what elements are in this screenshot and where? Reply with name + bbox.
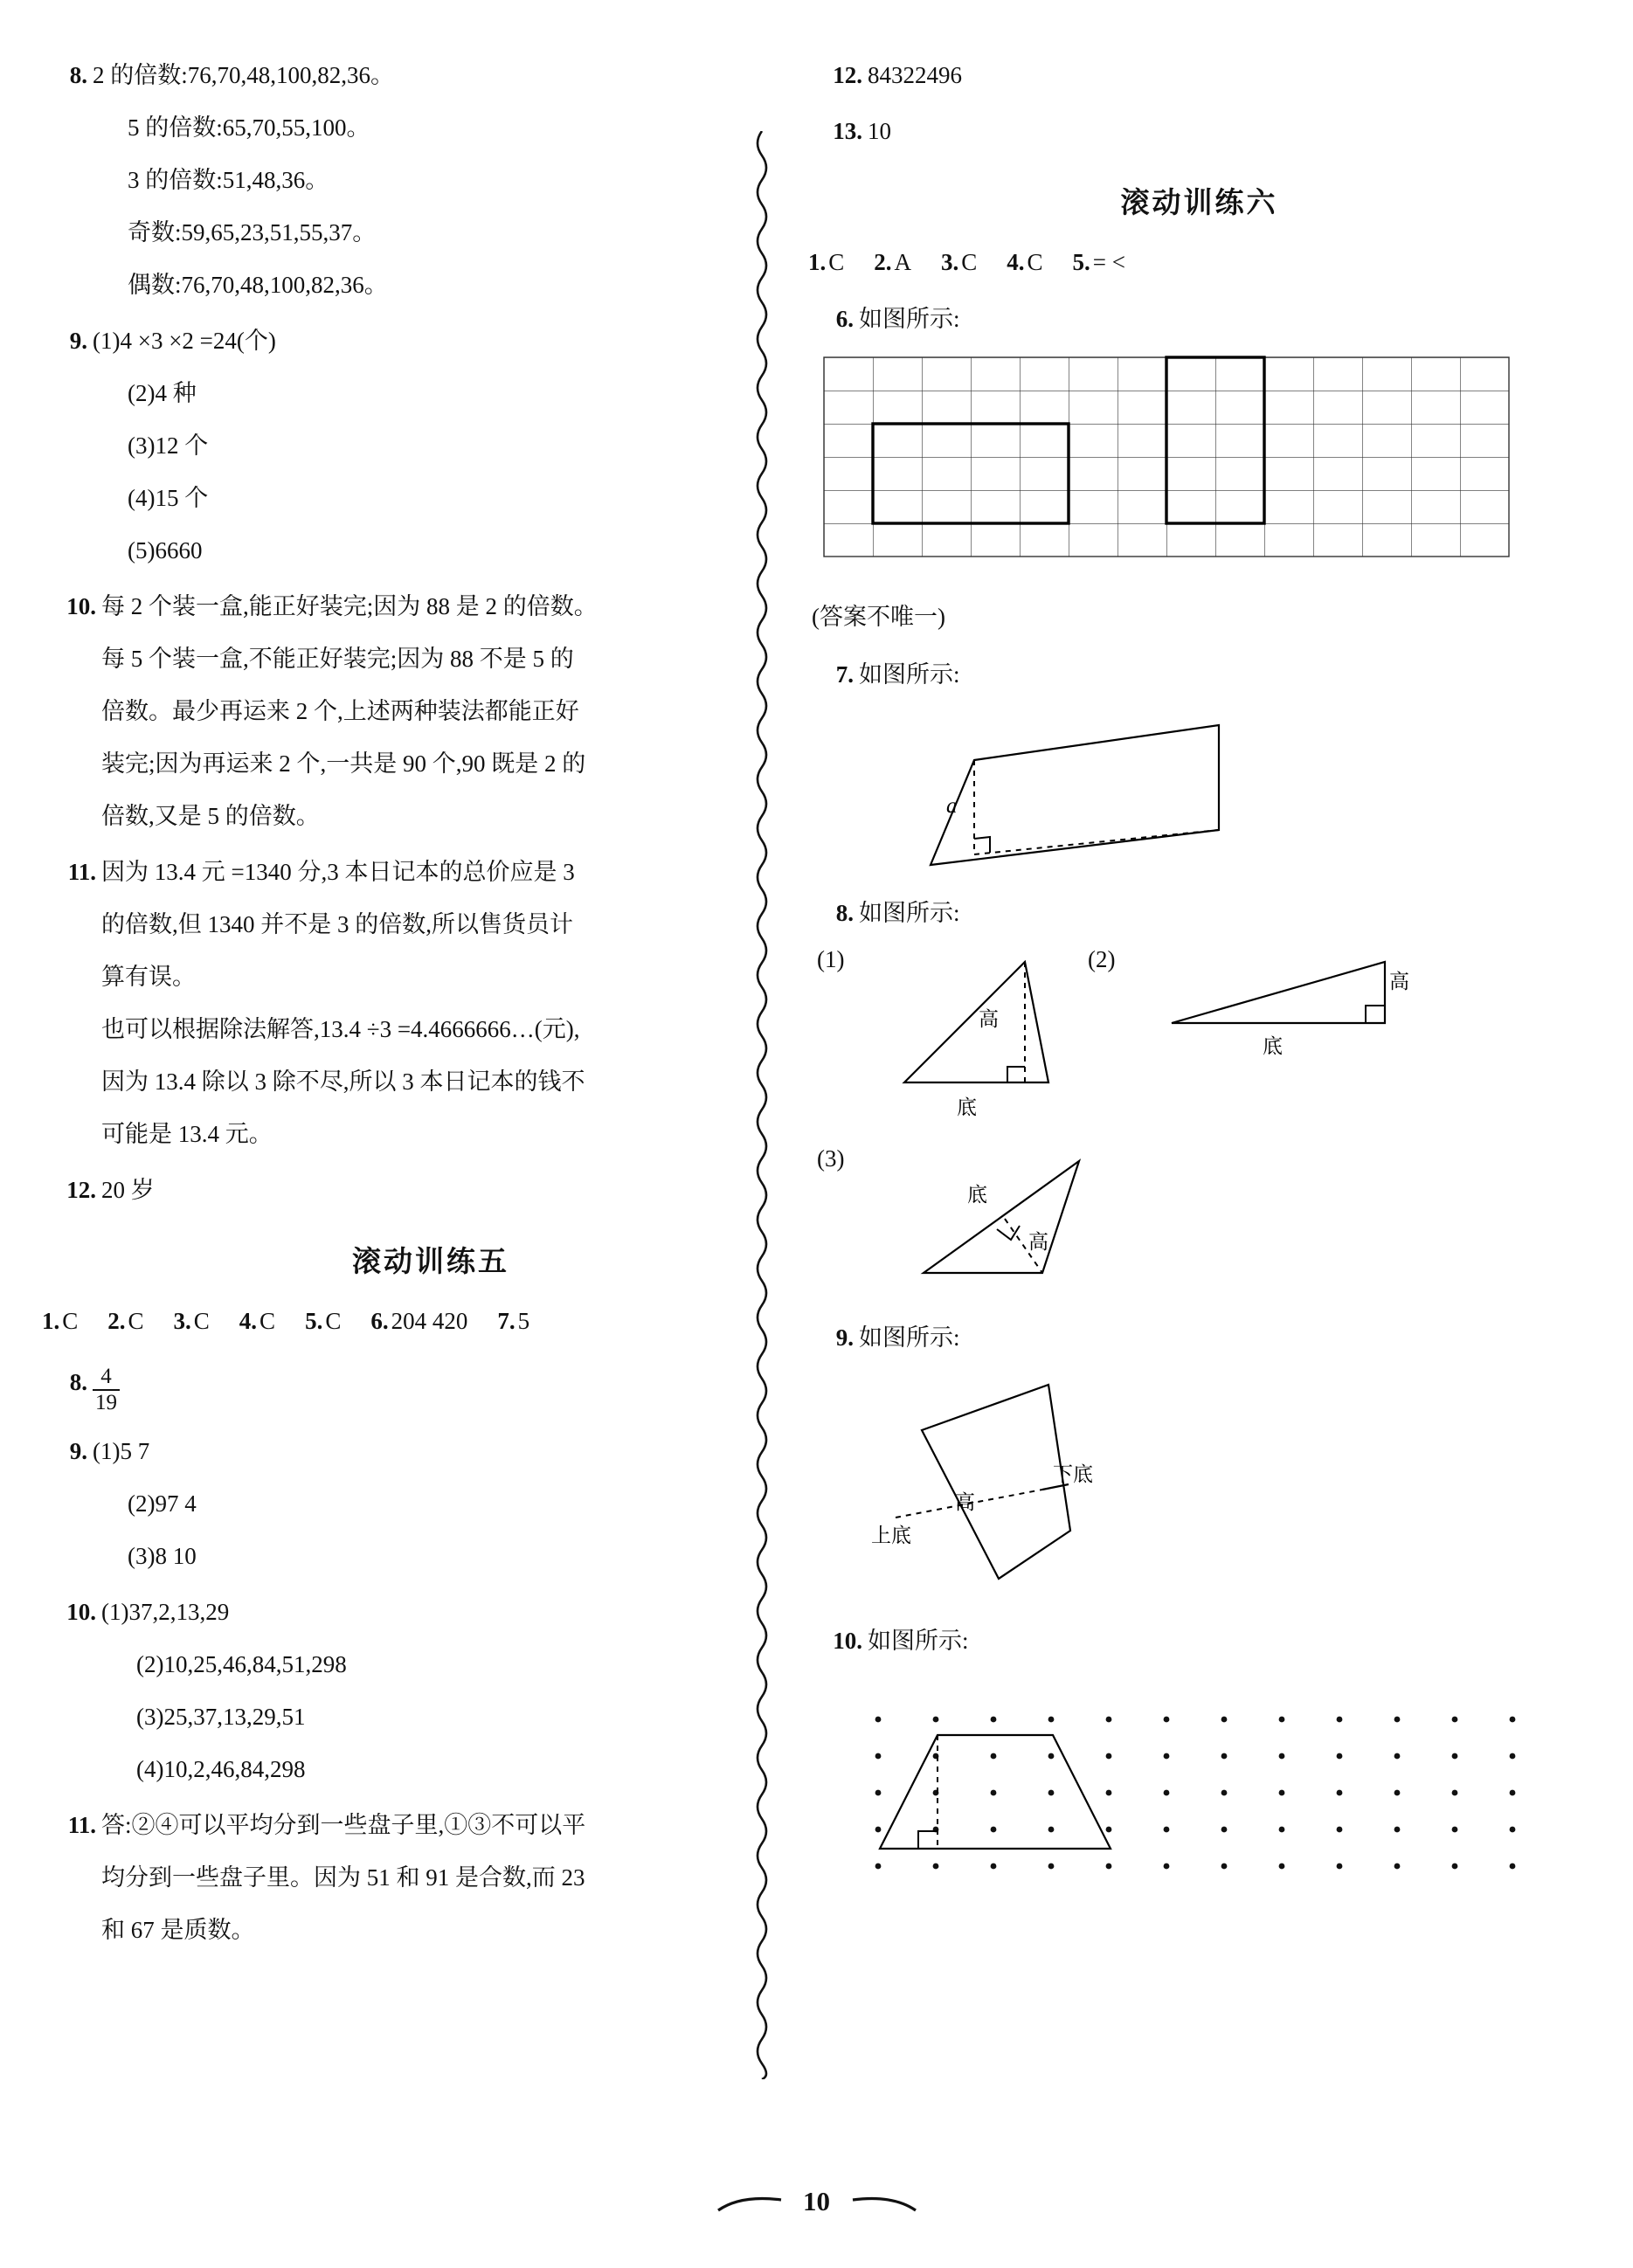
- answer-item-8-fraction: [42, 1352, 758, 1414]
- choice-5: 5. = <: [1072, 249, 1126, 275]
- question-8: [808, 887, 1555, 939]
- svg-text:高: 高: [979, 1008, 999, 1031]
- item-number: 8.: [69, 62, 87, 88]
- choice-7: 7. 5: [497, 1308, 530, 1334]
- answer-line: (3)8 10: [128, 1543, 197, 1570]
- item-number: 10.: [66, 1599, 96, 1626]
- svg-text:底: 底: [957, 1096, 977, 1119]
- answer-line: (5)6660: [128, 537, 203, 564]
- answer-line: (3)25,37,13,29,51: [136, 1704, 306, 1731]
- choice-answer-row: [42, 1296, 758, 1346]
- answer-item-11: [42, 846, 758, 1160]
- svg-text:高: 高: [1389, 971, 1409, 993]
- answer-line: 如图所示:: [859, 1324, 960, 1351]
- item-number: 12.: [66, 1177, 96, 1203]
- fraction-numerator: 4: [100, 1364, 112, 1388]
- item-number: 11.: [67, 1812, 96, 1839]
- item-number: 6.: [835, 306, 854, 332]
- choice-1: 1. C: [42, 1308, 79, 1334]
- question-6: [808, 293, 1555, 345]
- question-7: [808, 648, 1555, 701]
- choice-3: 3. C: [941, 249, 978, 275]
- svg-text:底: 底: [967, 1184, 987, 1207]
- fraction-4-19: [93, 1366, 120, 1415]
- section-title-gundong-liu: 滚动训练六: [1120, 185, 1278, 219]
- answer-line: 装完;因为再运来 2 个,一共是 90 个,90 既是 2 的: [101, 750, 586, 777]
- answer-line: 如图所示:: [859, 661, 960, 688]
- answer-line: 均分到一些盘子里。因为 51 和 91 是合数,而 23: [101, 1864, 585, 1891]
- answer-line: 5 的倍数:65,70,55,100。: [128, 114, 370, 141]
- svg-text:下底: 下底: [1053, 1463, 1093, 1486]
- answer-item-10: [42, 580, 758, 842]
- triangle-1-svg: [896, 943, 1158, 1126]
- choice-3: 3. C: [173, 1308, 210, 1334]
- subfigure-label-1: (1): [817, 946, 845, 972]
- answer-item-9: [42, 315, 758, 577]
- choice-1: 1. C: [808, 249, 845, 275]
- item-number: 10.: [833, 1628, 862, 1654]
- question-10: [808, 1615, 1555, 1667]
- answer-line: (3)12 个: [128, 432, 209, 459]
- item-number: 7.: [835, 661, 854, 688]
- item-number: 13.: [833, 118, 862, 144]
- choice-2: 2. A: [874, 249, 912, 275]
- choice-4: 4. C: [239, 1308, 276, 1334]
- answer-line: 2 的倍数:76,70,48,100,82,36。: [93, 62, 395, 88]
- grid-figure-q6: [824, 357, 1555, 580]
- answer-line-part: 每 2 个装一盒,能正好装完;: [101, 593, 374, 619]
- answer-line: (1)5 7: [93, 1438, 150, 1465]
- choice-5: 5. C: [305, 1308, 342, 1334]
- answer-line: 20 岁: [101, 1177, 155, 1203]
- answer-item-12-right: [808, 49, 1555, 101]
- page-footer: [0, 2186, 1633, 2217]
- subfigure-label-2: (2): [1088, 946, 1116, 972]
- answer-line: 可能是 13.4 元。: [101, 1121, 273, 1147]
- answer-item-9b: [42, 1425, 758, 1582]
- answer-item-8: [42, 49, 758, 311]
- choice-4: 4. C: [1007, 249, 1043, 275]
- answer-line: (4)10,2,46,84,298: [136, 1756, 306, 1783]
- answer-line: 奇数:59,65,23,51,55,37。: [128, 219, 377, 245]
- subfigure-label-3: (3): [817, 1145, 845, 1172]
- svg-text:高: 高: [955, 1491, 975, 1514]
- fraction-denominator: 19: [95, 1391, 117, 1414]
- answer-line: [101, 580, 758, 633]
- item-number: 8.: [835, 900, 854, 926]
- item-number: 9.: [69, 328, 87, 354]
- answer-line: 如图所示:: [859, 306, 960, 332]
- choice-answer-row-right: [808, 237, 1555, 287]
- left-column: [42, 49, 758, 1960]
- height-label-a: a: [946, 794, 958, 818]
- triangle-2-svg: [1166, 951, 1455, 1100]
- quadrilateral-figure-q9: [869, 1369, 1555, 1609]
- answer-line: 如图所示:: [859, 900, 960, 926]
- answer-line: 答:②④可以平均分到一些盘子里,①③不可以平: [101, 1812, 586, 1839]
- choice-6: 6. 204 420: [370, 1308, 468, 1334]
- item-number: 9.: [835, 1324, 854, 1351]
- dot-grid-figure-q10: [817, 1679, 1555, 1884]
- section-title-gundong-wu: 滚动训练五: [352, 1244, 509, 1278]
- answer-line: 偶数:76,70,48,100,82,36。: [128, 272, 388, 298]
- answer-line: (2)4 种: [128, 380, 197, 406]
- answer-item-12: [42, 1164, 758, 1216]
- answer-line: 10: [868, 118, 891, 144]
- item-number: 9.: [69, 1438, 87, 1465]
- q6-note: (答案不唯一): [812, 604, 945, 630]
- answer-line: 因为 13.4 除以 3 除不尽,所以 3 本日记本的钱不: [101, 1068, 585, 1095]
- answer-line: (1)4 ×3 ×2 =24(个): [93, 328, 276, 354]
- svg-text:底: 底: [1263, 1035, 1283, 1058]
- answer-line: (4)15 个: [128, 485, 209, 511]
- answer-line: 倍数。最少再运来 2 个,上述两种装法都能正好: [101, 698, 579, 724]
- answer-line: (2)10,25,46,84,51,298: [136, 1651, 347, 1678]
- triangle-3-svg: [913, 1142, 1228, 1299]
- answer-line: 3 的倍数:51,48,36。: [128, 167, 329, 193]
- answer-line: 算有误。: [101, 964, 196, 990]
- answer-line: 因为 13.4 元 =1340 分,3 本日记本的总价应是 3: [101, 859, 575, 885]
- answer-line: 每 5 个装一盒,不能正好装完;因为 88 不是 5 的: [101, 646, 574, 672]
- answer-line: (1)37,2,13,29: [101, 1599, 230, 1626]
- item-number: 8.: [69, 1369, 87, 1395]
- answer-line: 如图所示:: [868, 1628, 969, 1654]
- answer-line: 84322496: [868, 62, 962, 88]
- choice-2: 2. C: [107, 1308, 144, 1334]
- answer-line-part: 因为 88 是 2 的倍数。: [373, 593, 598, 619]
- answer-item-11b: [42, 1799, 758, 1956]
- page-number: 10: [803, 2186, 830, 2216]
- parallelogram-figure-q7: [922, 708, 1555, 878]
- answer-line: 倍数,又是 5 的倍数。: [101, 803, 320, 829]
- answer-line: 也可以根据除法解答,13.4 ÷3 =4.4666666…(元),: [101, 1016, 580, 1042]
- answer-line: (2)97 4: [128, 1490, 197, 1518]
- item-number: 11.: [67, 859, 96, 885]
- triangle-figures-q8: [808, 943, 1555, 1310]
- svg-text:上底: 上底: [871, 1525, 911, 1547]
- answer-line: 的倍数,但 1340 并不是 3 的倍数,所以售货员计: [101, 911, 573, 937]
- svg-text:高: 高: [1028, 1231, 1048, 1254]
- item-number: 12.: [833, 62, 862, 88]
- footer-swoosh-left: [715, 2193, 785, 2216]
- answer-item-10b: [42, 1586, 758, 1795]
- right-column: [808, 49, 1555, 1884]
- footer-swoosh-right: [849, 2193, 919, 2216]
- question-9: [808, 1311, 1555, 1364]
- answer-line: 和 67 是质数。: [101, 1917, 255, 1944]
- answer-item-13-right: [808, 105, 1555, 157]
- item-number: 10.: [66, 593, 96, 619]
